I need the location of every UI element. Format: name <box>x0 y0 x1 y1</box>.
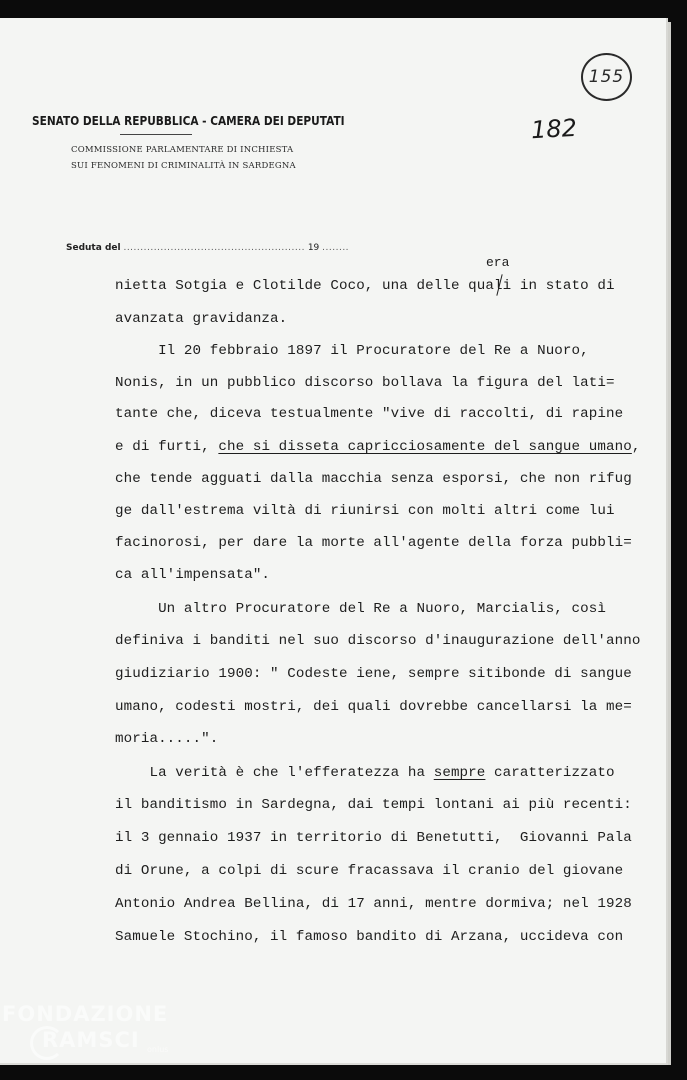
text-line: umano, codesti mostri, dei quali dovrebbe cancellarsi la me= <box>115 699 632 715</box>
year-dots: ........ <box>322 243 350 253</box>
text-line: avanzata gravidanza. <box>115 311 288 327</box>
text-line: tante che, diceva testualmente "vive di raccolti, di rapine <box>115 406 624 422</box>
text-segment: e di furti, <box>115 439 219 455</box>
watermark-line-2: RAMSCI <box>42 1028 140 1052</box>
text-line: Samuele Stochino, il famoso bandito di Arzana, uccideva con <box>115 929 624 945</box>
heading-rule <box>120 134 192 135</box>
text-line: che tende agguati dalla macchia senza esporsi, che non rifug <box>115 471 632 487</box>
text-line: di Orune, a colpi di scure fracassava il cranio del giovane <box>115 863 624 879</box>
text-line: Antonio Andrea Bellina, di 17 anni, mentre dormiva; nel 1928 <box>115 896 632 912</box>
text-line: Il 20 febbraio 1897 il Procuratore del Re a Nuoro, <box>115 343 589 359</box>
text-line: nietta Sotgia e Clotilde Coco, una delle quali in stato di <box>115 278 615 294</box>
text-line: giudiziario 1900: " Codeste iene, sempre sitibonde di sangue <box>115 666 632 682</box>
archive-stamp <box>581 53 632 101</box>
stamp-number: 155 <box>588 67 625 87</box>
handwritten-page-number: 182 <box>530 113 578 145</box>
text-line <box>115 765 615 781</box>
text-line: ca all'impensata". <box>115 567 271 583</box>
text-line: il 3 gennaio 1937 in territorio di Benetutti, Giovanni Pala <box>115 830 632 846</box>
text-segment: , <box>631 439 641 455</box>
commission-line-1: COMMISSIONE PARLAMENTARE DI INCHIESTA <box>71 145 294 155</box>
fondazione-gramsci-watermark <box>2 1002 169 1054</box>
session-label: Seduta del <box>66 243 121 253</box>
text-segment: caratterizzato <box>485 765 615 781</box>
text-line: moria.....". <box>115 731 219 747</box>
underlined-phrase: che si disseta capricciosamente del sangue umano <box>218 439 632 455</box>
page-edge <box>668 22 671 1065</box>
institution-heading: SENATO DELLA REPUBBLICA - CAMERA DEI DEPUTATI <box>32 114 345 128</box>
text-line: Nonis, in un pubblico discorso bollava la figura del lati= <box>115 375 615 391</box>
year-prefix: 19 <box>307 243 320 253</box>
text-line: definiva i banditi nel suo discorso d'inaugurazione dell'anno <box>115 633 641 649</box>
text-line <box>115 439 640 455</box>
watermark-line-3: onlus <box>147 1045 169 1054</box>
commission-line-2: SUI FENOMENI DI CRIMINALITÀ IN SARDEGNA <box>71 161 296 171</box>
text-line: facinorosi, per dare la morte all'agente della forza pubbli= <box>115 535 632 551</box>
handwritten-insertion: era <box>486 255 510 270</box>
session-date-line <box>66 243 349 253</box>
underlined-word: sempre <box>433 765 486 781</box>
text-line: Un altro Procuratore del Re a Nuoro, Marcialis, così <box>115 601 606 617</box>
text-line: il banditismo in Sardegna, dai tempi lontani ai più recenti: <box>115 797 632 813</box>
watermark-line-1: FONDAZIONE <box>2 1002 169 1026</box>
text-line: ge dall'estrema viltà di riunirsi con molti altri come lui <box>115 503 615 519</box>
text-segment: La verità è che l'efferatezza ha <box>115 765 434 781</box>
date-dots: ...................................................... <box>123 243 305 253</box>
